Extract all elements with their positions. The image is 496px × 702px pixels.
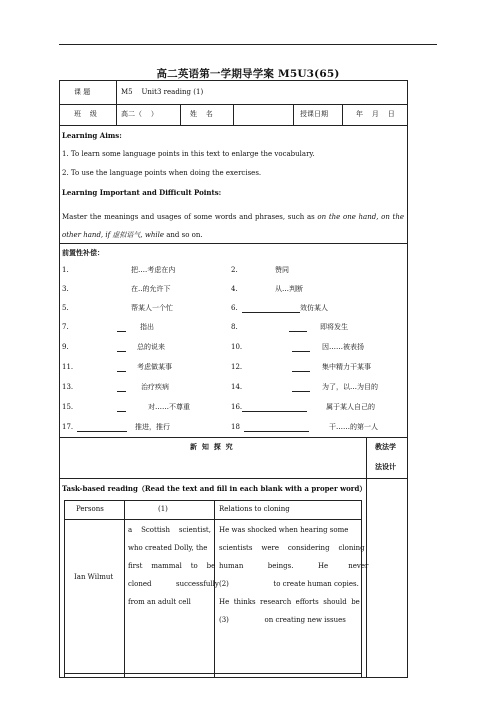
topic-label: 课 题 (74, 88, 91, 96)
preview-item-prompt: 集中精力干某事 (322, 363, 371, 371)
col-divider (342, 104, 343, 125)
answer-blank[interactable] (77, 424, 127, 432)
preview-item-prompt: 把….考虑在内 (131, 266, 176, 274)
preview-item-number: 6. (231, 304, 238, 312)
task-heading: Task-based reading（Read the text and fill in each blank with a proper word） (62, 484, 367, 493)
points-text: Master the meanings and usages of some words and phrases, such as on the one hand, on the other hand, if 虚拟语气, while and so on. (62, 213, 404, 239)
preview-item-prompt: 为了，以…为目的 (322, 383, 378, 391)
page-title: 高二英语第一学期导学案 M5U3(65) (156, 68, 340, 80)
preview-item-number: 10. (231, 343, 243, 351)
answer-blank[interactable] (244, 424, 309, 432)
col-divider (116, 80, 117, 125)
preview-item-prompt: 指出 (140, 323, 154, 331)
aims-item-2: 2. To use the language points when doing the exercises. (62, 169, 262, 177)
preview-item-prompt: 即将发生 (320, 323, 348, 331)
preview-item-prompt: 对……不尊重 (148, 403, 190, 411)
relations-line: human beings. He never (219, 562, 369, 570)
preview-item-prompt: 治疗疾病 (141, 383, 169, 391)
preview-item-prompt: 在..的允许下 (131, 285, 171, 293)
preview-item-number: 12. (231, 363, 243, 371)
description-line: who created Dolly, the (128, 544, 208, 552)
answer-blank[interactable] (117, 344, 126, 352)
preview-item-number: 8. (231, 323, 238, 331)
name-label: 姓 名 (190, 110, 213, 118)
relations-line: He thinks research efforts should be (219, 598, 360, 606)
description-line: first mammal to be (128, 562, 216, 570)
answer-blank[interactable] (242, 305, 300, 313)
aims-item-1: 1. To learn some language points in this text to enlarge the vocabulary. (62, 150, 315, 158)
row-divider (59, 478, 408, 479)
preview-item-number: 15. (62, 403, 74, 411)
date-label: 授课日期 (300, 110, 328, 118)
answer-blank[interactable] (117, 324, 126, 332)
row-divider (59, 437, 408, 438)
relations-line: (3) on creating new issues (219, 616, 346, 624)
preview-heading: 前置性补偿： (62, 248, 104, 257)
preview-item-number: 7. (62, 323, 69, 331)
answer-blank[interactable] (117, 364, 126, 372)
task-col-divider (124, 500, 125, 678)
preview-item-number: 1. (62, 266, 69, 274)
row-divider (59, 125, 408, 126)
class-label: 班 级 (74, 110, 97, 118)
relations-line: scientists were considering cloning (219, 544, 365, 552)
task-row-divider (64, 519, 362, 520)
answer-blank[interactable] (117, 384, 126, 392)
preview-item-number: 9. (62, 343, 69, 351)
answer-blank[interactable] (242, 404, 307, 412)
class-value: 高二（ ） (121, 110, 158, 118)
preview-item-prompt: 因……被表扬 (322, 343, 364, 351)
preview-item-number: 14. (231, 383, 243, 391)
date-value: 年 月 日 (356, 110, 395, 118)
answer-blank[interactable] (292, 384, 310, 392)
col-divider (180, 104, 181, 125)
relations-line: (2) to create human copies. (219, 580, 359, 588)
name-field[interactable] (236, 108, 290, 122)
preview-item-number: 3. (62, 285, 69, 293)
person-name: Ian Wilmut (74, 573, 114, 581)
preview-item-number: 11. (62, 363, 74, 371)
col-divider (233, 104, 234, 125)
col-divider (293, 104, 294, 125)
side-heading-1: 教法学 (375, 442, 396, 451)
preview-item-prompt: 干……的第一人 (329, 423, 378, 431)
col-blank-1: (1) (158, 505, 168, 513)
topic-value: M5 Unit3 reading (1) (121, 88, 204, 96)
preview-item-prompt: 帮某人一个忙 (131, 304, 173, 312)
answer-blank[interactable] (117, 404, 126, 412)
preview-item-prompt: 从…判断 (275, 285, 303, 293)
preview-item-number: 13. (62, 383, 74, 391)
preview-item-number: 16. (231, 403, 243, 411)
preview-item-prompt: 属于某人自己的 (326, 403, 375, 411)
side-heading-2: 法设计 (375, 462, 396, 471)
description-line: from an adult cell (128, 598, 191, 606)
side-col-divider (366, 437, 367, 678)
header-rule (59, 44, 437, 45)
aims-heading: Learning Aims: (62, 131, 122, 140)
task-col-divider (214, 500, 215, 678)
preview-item-number: 4. (231, 285, 238, 293)
description-line: a Scottish scientist, (128, 526, 211, 534)
preview-item-prompt: 赞同 (275, 266, 289, 274)
col-relations: Relations to cloning (219, 505, 290, 513)
preview-item-prompt: 考虑做某事 (137, 363, 172, 371)
relations-line: He was shocked when hearing some (219, 526, 349, 534)
preview-item-prompt: 推进，推行 (135, 423, 170, 431)
preview-item-number: 18 (231, 423, 240, 431)
col-persons: Persons (76, 505, 104, 513)
answer-blank[interactable] (292, 364, 310, 372)
explore-heading: 新 知 探 究 (190, 442, 233, 451)
answer-blank[interactable] (292, 344, 310, 352)
preview-item-prompt: 效仿某人 (300, 304, 328, 312)
preview-item-number: 2. (231, 266, 238, 274)
task-row-divider (64, 673, 362, 674)
preview-item-number: 5. (62, 304, 69, 312)
description-line: cloned successfully (128, 580, 219, 588)
answer-blank[interactable] (289, 324, 307, 332)
preview-item-prompt: 总的说来 (137, 343, 165, 351)
preview-item-number: 17. (62, 423, 74, 431)
row-divider (59, 243, 408, 244)
points-heading: Learning Important and Difficult Points: (62, 188, 222, 197)
